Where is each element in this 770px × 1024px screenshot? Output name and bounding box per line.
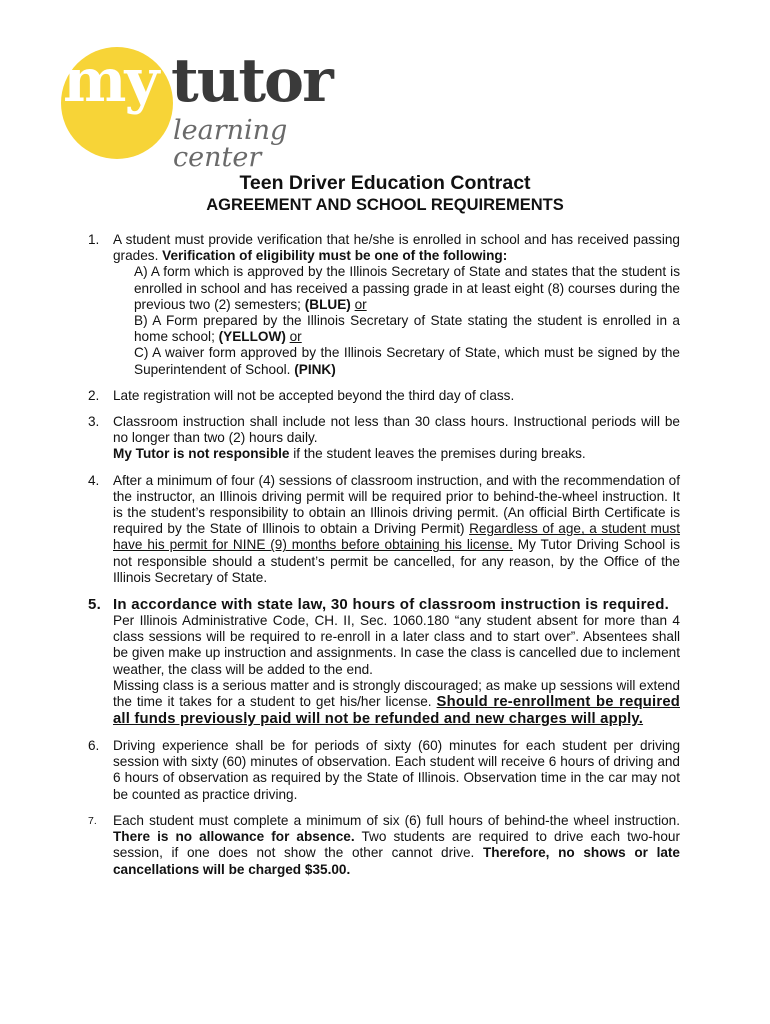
item-number: 4. (88, 472, 100, 488)
item-2-text: Late registration will not be accepted beyond the third day of class. (113, 387, 515, 403)
item-3-note: My Tutor is not responsible if the student leaves the premises during breaks. (113, 446, 586, 462)
requirement-item-1 (88, 232, 680, 378)
requirement-item-4 (88, 473, 680, 586)
item-5-heading: In accordance with state law, 30 hours of classroom instruction is required. (113, 596, 670, 614)
item-5-warning: Missing class is a serious matter and is strongly discouraged; as make up sessions will extend the time it takes for a student to get his/her license. Should re-enrollment be required all funds previously paid will not be refunded and new charges will apply. (113, 677, 680, 728)
item-number: 2. (88, 387, 100, 403)
item-4-text: After a minimum of four (4) sessions of classroom instruction, and with the recommendation of the instructor, an Illinois driving permit will be required prior to behind-the-wheel instruction. It is the student’s responsibility to obtain an Illinois driving permit. (An official Birth Certificate is required by the State of Illinois to obtain a Driving Permit) Regardless of age, a student must have his permit for NINE (9) months before obtaining his license. My Tutor Driving School is not responsible should a student’s permit be cancelled, for any reason, by the Office of the Illinois Secretary of State. (113, 472, 680, 585)
requirement-item-5 (88, 596, 680, 728)
item-1-intro: A student must provide verification that he/she is enrolled in school and has received passing grades. Verification of eligibility must be one of the following: (113, 232, 680, 264)
item-number: 5. (88, 596, 102, 614)
item-number: 3. (88, 414, 100, 430)
mytutor-logo (55, 45, 355, 173)
option-c: C) A waiver form approved by the Illinois Secretary of State, which must be signed by the Superintendent of School. (PINK) (134, 345, 680, 377)
requirement-item-3 (88, 414, 680, 463)
option-b: B) A Form prepared by the Illinois Secretary of State stating the student is enrolled in a home school; (YELLOW) or (134, 313, 680, 345)
document-title: Teen Driver Education Contract (239, 172, 531, 194)
item-number: 7. (88, 814, 97, 827)
requirement-item-6 (88, 738, 680, 803)
item-number: 1. (88, 232, 100, 247)
contract-body (88, 232, 680, 888)
requirement-item-2 (88, 388, 680, 404)
item-3-text: Classroom instruction shall include not less than 30 class hours. Instructional periods will be no longer than two (2) hours daily. (113, 414, 680, 446)
logo-tutor-text: tutor (171, 46, 332, 116)
item-number: 6. (88, 738, 100, 754)
item-6-text: Driving experience shall be for periods of sixty (60) minutes for each student per driving session with sixty (60) minutes of observation. Each student will receive 6 hours of driving and 6 hours of observation as required by the State of Illinois. Observation time in the car may not be counted as practice driving. (113, 738, 680, 802)
logo-subtitle: learning center (173, 115, 288, 173)
option-a: A) A form which is approved by the Illinois Secretary of State and states that the student is enrolled in school and has received a passing grade in at least eight (8) courses during the previous two (2) semesters; (BLUE) or (134, 264, 680, 312)
logo-my-text: my (63, 46, 158, 116)
document-subtitle: AGREEMENT AND SCHOOL REQUIREMENTS (206, 196, 564, 214)
requirement-item-7 (88, 813, 680, 878)
item-7-text: Each student must complete a minimum of six (6) full hours of behind-the wheel instruction. There is no allowance for absence. Two students are required to drive each two-hour session, if one does not show the other cannot drive. Therefore, no shows or late cancellations will be charged $35.00. (113, 812, 680, 877)
item-5-text: Per Illinois Administrative Code, CH. II, Sec. 1060.180 “any student absent for more than 4 class sessions will be required to re-enroll in a later class and to start over”. Absentees shall be given make up instruction and assignments. In case the class is cancelled due to inclement weather, the class will be added to the end. (113, 613, 680, 677)
